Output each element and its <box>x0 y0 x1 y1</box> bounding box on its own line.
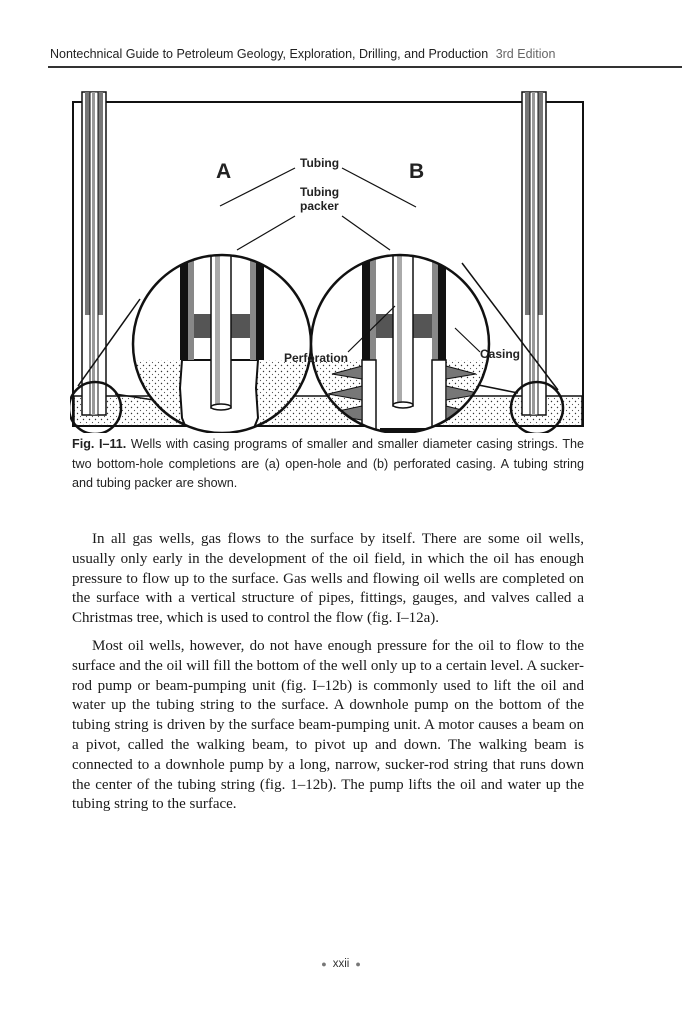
label-casing: Casing <box>480 347 521 361</box>
figure-number: Fig. I–11. <box>72 437 127 451</box>
edition-label: 3rd Edition <box>495 47 556 61</box>
well-diagram <box>70 88 588 433</box>
running-head <box>50 47 555 61</box>
page-footer <box>0 958 682 970</box>
caption-text: Wells with casing programs of smaller and smaller diameter casing strings. The two bottom-hole completions are (a) open-hole and (b) perforated casing. A tubing string and tubing packer are shown. <box>72 437 585 490</box>
label-packer-line2: packer <box>300 199 339 213</box>
label-tubing: Tubing <box>300 156 340 170</box>
paragraph: Most oil wells, however, do not have enough pressure for the oil to flow to the surface and the oil will fill the bottom of the well only up to a certain level. A sucker-rod pump or beam-pumping unit (fig. I–12b) is commonly used to lift the oil and water up the tubing string to the surface. A downhole pump on the bottom of the tubing string is driven by the surface beam-pumping unit. A motor causes a beam on a pivot, called the walking beam, to pivot up and down. The walking beam is connected to a downhole pump by a long, narrow, sucker-rod string that runs down the center of the tubing string (fig. 1–12b). The pump lifts the oil and water up the tubing string to the surface. <box>72 637 584 813</box>
label-packer-line1: Tubing <box>300 185 340 199</box>
label-a: A <box>216 160 232 183</box>
book-title: Nontechnical Guide to Petroleum Geology, Exploration, Drilling, and Production <box>50 47 489 61</box>
figure-well-completions <box>70 88 588 433</box>
page-number: xxii <box>332 958 350 970</box>
bullet-icon: ● <box>321 959 327 969</box>
bullet-icon: ● <box>355 959 361 969</box>
body-text <box>72 530 584 823</box>
label-b: B <box>409 160 425 183</box>
label-perforation: Perforation <box>284 351 349 365</box>
header-rule <box>48 66 682 68</box>
paragraph: In all gas wells, gas flows to the surface by itself. There are some oil wells, usually only early in the development of the oil field, in which the oil has enough pressure to flow up to the surface. Gas wells and flowing oil wells are completed on the surface with a vertical structure of pipes, fittings, gauges, and valves called a Christmas tree, which is used to control the flow (fig. I–12a). <box>72 531 584 627</box>
reservoir-layer <box>74 396 582 426</box>
figure-caption <box>72 435 584 494</box>
